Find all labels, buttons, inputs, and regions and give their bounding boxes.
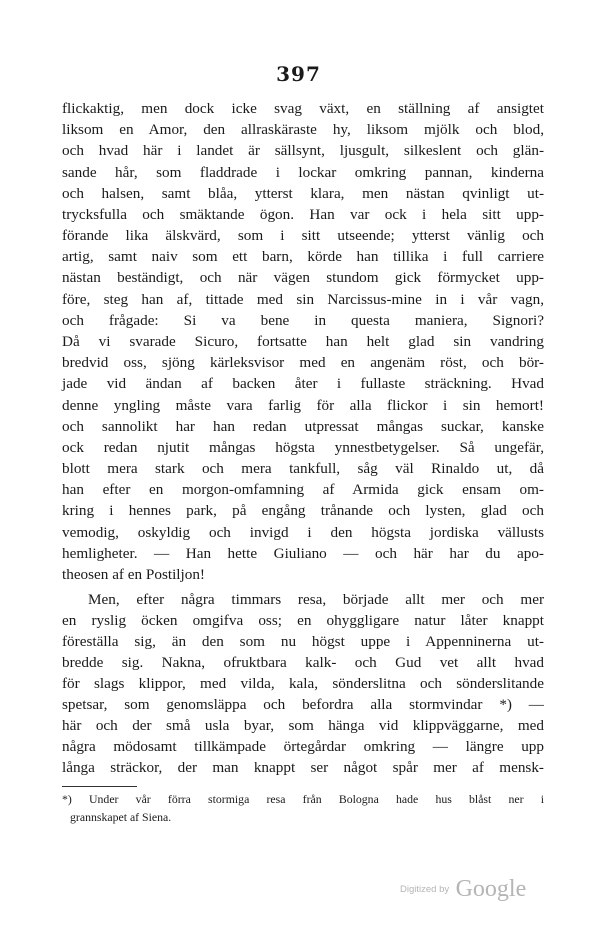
text-line: och hvad här i landet är sällsynt, ljusgult, silkeslent och glän-	[62, 142, 544, 159]
google-logo: Google	[455, 876, 527, 902]
text-line: här och der små usla byar, som hänga vid klippväggarne, med	[62, 717, 544, 734]
text-line: bredde sig. Nakna, ofruktbara kalk- och Gud vet allt hvad	[62, 654, 544, 671]
text-line: Då vi svarade Sicuro, fortsatte han helt glad sin vandring	[62, 333, 544, 350]
text-line: ock redan njutit mångas högsta ynnestbetygelser. Så ungefär,	[62, 439, 544, 456]
text-line: sande hår, som fladdrade i lockar omkring pannan, kinderna	[62, 164, 544, 181]
footnote-line: grannskapet af Siena.	[70, 810, 172, 824]
text-line: före, steg han af, tittade med sin Narcissus-mine in i vår vagn,	[62, 291, 544, 308]
text-line: jade vid ändan af backen åter i fullaste sträckning. Hvad	[62, 375, 544, 392]
text-line: och frågade: Si va bene in questa maniera, Signori?	[62, 312, 544, 329]
text-line: nästan beständigt, och när vägen stundom gick förmycket upp-	[62, 269, 544, 286]
text-line: hemligheter. — Han hette Giuliano — och här har du apo-	[62, 545, 544, 562]
text-line: artig, samt naiv som ett barn, körde han tillika i full carriere	[62, 248, 544, 265]
text-line: några mödosamt tillkämpade örtegårdar omkring — längre upp	[62, 738, 544, 755]
text-line: blott mera stark och mera tankfull, såg väl Rinaldo ut, då	[62, 460, 544, 477]
text-line: och halsen, samt blåa, ytterst klara, men nästan qvinligt ut-	[62, 185, 544, 202]
text-line: bredvid oss, sjöng kärleksvisor med en angenäm röst, och bör-	[62, 354, 544, 371]
text-line: han efter en morgon-omfamning af Armida gick ensam om-	[62, 481, 544, 498]
digitized-by-google-watermark	[400, 876, 526, 906]
text-line: liksom en Amor, den allraskäraste hy, liksom mjölk och blod,	[62, 121, 544, 138]
text-line: långa sträckor, der man knappt ser något spår mer af mensk-	[62, 759, 544, 776]
page-number: 397	[276, 62, 321, 86]
watermark-prefix: Digitized by	[400, 884, 450, 895]
text-line: spetsar, som genomsläppa och befordra alla stormvindar *) —	[62, 696, 544, 713]
text-line: denne yngling måste vara farlig för alla flickor i sin hemort!	[62, 397, 544, 414]
text-line: vemodig, oskyldig och invigd i den högsta jordiska vällusts	[62, 524, 544, 541]
text-line: theosen af en Postiljon!	[62, 566, 205, 583]
footnote-divider	[62, 786, 137, 787]
text-line: trycksfulla och smäktande ögon. Han var ock i hela sitt upp-	[62, 206, 544, 223]
text-line: flickaktig, men dock icke svag växt, en ställning af ansigtet	[62, 100, 544, 117]
text-line: förande lika älskvärd, som i sitt utseende; ytterst vänlig och	[62, 227, 544, 244]
text-line: kring i hennes park, på engång trånande och lysten, glad och	[62, 502, 544, 519]
text-line: en ryslig öcken omgifva oss; en ohyggligare natur låter knappt	[62, 612, 544, 629]
text-line: föreställa sig, än den som nu högst uppe i Appenninerna ut-	[62, 633, 544, 650]
footnote-line: *) Under vår förra stormiga resa från Bologna hade hus blåst ner i	[62, 792, 544, 806]
text-line: och sannolikt har han redan utpressat mångas suckar, kanske	[62, 418, 544, 435]
text-line: för slags klippor, med vilda, kala, sönderslitna och sönderslitande	[62, 675, 544, 692]
text-line: Men, efter några timmars resa, började allt mer och mer	[88, 591, 544, 608]
